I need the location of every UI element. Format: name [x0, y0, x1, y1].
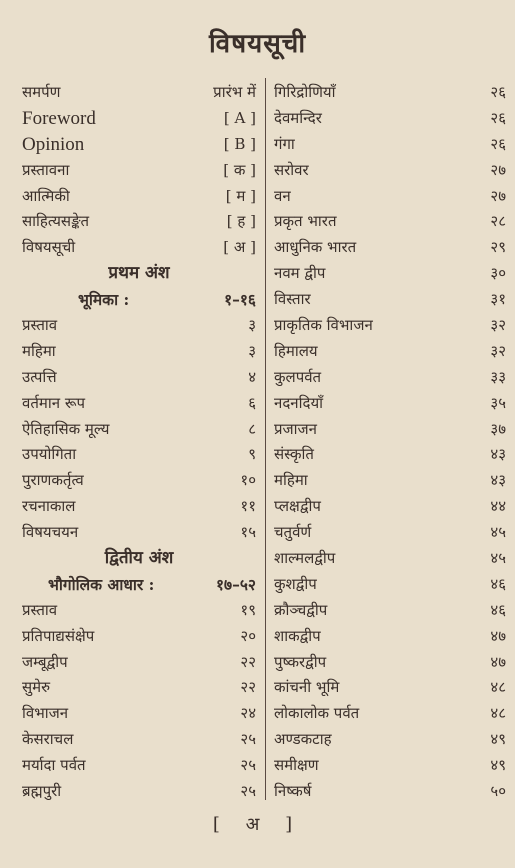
entry-page-number: ४४: [490, 497, 506, 516]
entry-label: चतुर्वर्ण: [274, 523, 312, 542]
toc-entry: [22, 701, 256, 727]
entry-label: विभाजन: [22, 704, 69, 723]
toc-entry: [274, 365, 506, 391]
entry-label: संस्कृति: [274, 445, 314, 464]
entry-label: विषयचयन: [22, 523, 79, 542]
entry-label: क्रौञ्चद्वीप: [274, 600, 328, 619]
toc-entry: [274, 313, 506, 339]
entry-label: प्रकृत भारत: [274, 212, 337, 231]
entry-page-number: २७: [490, 186, 506, 205]
toc-entry: [22, 417, 256, 443]
entry-page-number: ४६: [490, 574, 506, 593]
entry-page-number: ५०: [490, 782, 506, 801]
entry-page-number: १७–५२: [216, 574, 256, 594]
entry-page-number: २७: [490, 160, 506, 179]
entry-label: ब्रह्मपुरी: [22, 782, 62, 801]
entry-page-number: ३७: [490, 419, 506, 438]
entry-page-number: ४७: [490, 626, 506, 645]
entry-page-number: ४९: [490, 730, 506, 749]
entry-label: शाल्मलद्वीप: [274, 549, 336, 568]
entry-label: हिमालय: [274, 341, 318, 360]
entry-page-number: ४३: [490, 445, 506, 464]
toc-entry: [274, 158, 506, 184]
entry-page-number: ४८: [490, 678, 506, 697]
toc-entry: [274, 572, 506, 598]
toc-entry: [274, 520, 506, 546]
entry-label: पुष्करद्वीप: [274, 652, 327, 671]
entry-page-number: [ क ]: [223, 160, 256, 179]
entry-label: आत्मिकी: [22, 186, 70, 205]
toc-entry: [22, 779, 256, 805]
toc-entry: [22, 494, 256, 520]
toc-entry: [22, 287, 256, 313]
toc-entry: [22, 158, 256, 184]
toc-entry: [274, 417, 506, 443]
entry-label: कांचनी भूमि: [274, 678, 340, 697]
entry-page-number: ६: [248, 393, 256, 412]
entry-label: सुमेरु: [22, 678, 51, 697]
entry-label: महिमा: [274, 471, 308, 490]
entry-page-number: ३१: [490, 290, 506, 309]
toc-entry: [274, 391, 506, 417]
entry-label: सरोवर: [274, 160, 309, 179]
toc-entry: [274, 235, 506, 261]
toc-entry: [274, 287, 506, 313]
entry-label: साहित्यसङ्केत: [22, 212, 90, 231]
toc-entry: [22, 313, 256, 339]
entry-page-number: २२: [240, 678, 256, 697]
entry-page-number: ४३: [490, 471, 506, 490]
entry-label: आधुनिक भारत: [274, 238, 357, 257]
toc-entry: [274, 106, 506, 132]
entry-label: प्रस्ताव: [22, 316, 58, 335]
toc-entry: [274, 753, 506, 779]
entry-page-number: २५: [240, 782, 256, 801]
entry-label: नदनदियाँ: [274, 393, 324, 412]
entry-page-number: [ ह ]: [226, 212, 256, 231]
toc-entry: [22, 391, 256, 417]
toc-entry: [274, 494, 506, 520]
entry-label: कुशद्वीप: [274, 574, 317, 593]
entry-page-number: ३३: [490, 367, 506, 386]
toc-entry: [22, 184, 256, 210]
entry-label: देवमन्दिर: [274, 108, 322, 127]
toc-entry: [274, 209, 506, 235]
entry-page-number: २५: [240, 756, 256, 775]
entry-page-number: [ म ]: [225, 186, 256, 205]
toc-entry: [22, 598, 256, 624]
entry-label: प्रतिपाद्यसंक्षेप: [22, 626, 95, 645]
entry-label: गंगा: [274, 134, 295, 153]
entry-page-number: ४९: [490, 756, 506, 775]
section-heading: [22, 261, 256, 287]
entry-label: कुलपर्वत: [274, 367, 322, 386]
entry-label: उपयोगिता: [22, 445, 77, 464]
entry-page-number: ३२: [490, 341, 506, 360]
toc-entry: [274, 468, 506, 494]
toc-entry: [22, 572, 256, 598]
toc-right-column: [274, 80, 506, 805]
entry-page-number: ८: [248, 419, 256, 438]
toc-entry: [274, 727, 506, 753]
entry-label: भूमिका :: [78, 290, 130, 310]
toc-entry: [22, 80, 256, 106]
entry-page-number: ३०: [490, 264, 506, 283]
toc-entry: [22, 727, 256, 753]
entry-page-number: [ अ ]: [223, 238, 256, 257]
entry-label: Opinion: [22, 133, 85, 155]
entry-page-number: ४६: [490, 600, 506, 619]
entry-page-number: १०: [240, 471, 256, 490]
entry-page-number: ४: [248, 367, 256, 386]
entry-label: अण्डकटाह: [274, 730, 332, 749]
entry-page-number: २६: [490, 134, 506, 153]
column-divider: [265, 78, 266, 800]
entry-page-number: प्रारंभ में: [213, 83, 256, 101]
entry-label: समीक्षण: [274, 756, 319, 775]
toc-entry: [22, 468, 256, 494]
toc-entry: [22, 132, 256, 158]
entry-label: प्रजाजन: [274, 419, 318, 438]
entry-label: प्लक्षद्वीप: [274, 497, 321, 516]
entry-page-number: २८: [490, 212, 506, 231]
entry-label: समर्पण: [22, 83, 61, 101]
entry-label: लोकालोक पर्वत: [274, 704, 360, 723]
toc-entry: [274, 132, 506, 158]
entry-label: प्रस्ताव: [22, 600, 58, 619]
toc-entry: [274, 779, 506, 805]
entry-page-number: २६: [490, 83, 506, 101]
entry-label: भौगोलिक आधार :: [48, 574, 155, 594]
entry-page-number: २९: [490, 238, 506, 257]
toc-entry: [274, 261, 506, 287]
toc-entry: [22, 235, 256, 261]
entry-label: पुराणकर्तृत्व: [22, 471, 84, 490]
entry-page-number: २६: [490, 108, 506, 127]
entry-label: शाकद्वीप: [274, 626, 321, 645]
toc-entry: [22, 106, 256, 132]
toc-entry: [22, 520, 256, 546]
entry-label: जम्बूद्वीप: [22, 652, 68, 671]
entry-page-number: २५: [240, 730, 256, 749]
entry-page-number: [ B ]: [223, 134, 256, 153]
toc-entry: [274, 339, 506, 365]
entry-page-number: २२: [240, 652, 256, 671]
toc-entry: [274, 675, 506, 701]
entry-label: प्रथम अंश: [108, 263, 170, 284]
entry-page-number: ३५: [490, 393, 506, 412]
entry-page-number: ४५: [490, 549, 506, 568]
entry-page-number: ३: [248, 316, 256, 335]
toc-entry: [274, 598, 506, 624]
toc-entry: [274, 184, 506, 210]
toc-entry: [274, 80, 506, 106]
entry-label: प्रस्तावना: [22, 160, 70, 179]
entry-label: मर्यादा पर्वत: [22, 756, 86, 775]
entry-label: वन: [274, 186, 291, 205]
entry-page-number: २०: [240, 626, 256, 645]
entry-page-number: [ A ]: [223, 108, 256, 127]
entry-page-number: १–१६: [224, 290, 256, 310]
entry-label: उत्पत्ति: [22, 367, 57, 386]
toc-entry: [274, 546, 506, 572]
toc-entry: [22, 753, 256, 779]
entry-label: विषयसूची: [22, 238, 76, 257]
entry-label: विस्तार: [274, 290, 311, 309]
entry-page-number: ४७: [490, 652, 506, 671]
entry-label: ऐतिहासिक मूल्य: [22, 419, 110, 438]
toc-entry: [22, 339, 256, 365]
entry-page-number: ११: [240, 497, 256, 516]
toc-entry: [274, 624, 506, 650]
toc-left-column: [22, 80, 256, 805]
entry-page-number: १९: [240, 600, 256, 619]
toc-entry: [22, 624, 256, 650]
entry-label: द्वितीय अंश: [104, 548, 174, 569]
entry-label: केसराचल: [22, 730, 74, 749]
toc-entry: [22, 365, 256, 391]
toc-entry: [274, 701, 506, 727]
entry-page-number: २४: [240, 704, 256, 723]
entry-label: नवम द्वीप: [274, 264, 326, 283]
page-title: विषयसूची: [208, 29, 307, 59]
toc-entry: [22, 209, 256, 235]
entry-label: गिरिद्रोणियाँ: [274, 83, 336, 101]
toc-entry: [274, 650, 506, 676]
entry-label: महिमा: [22, 341, 56, 360]
entry-page-number: ३: [248, 341, 256, 360]
toc-entry: [274, 442, 506, 468]
toc-entry: [22, 442, 256, 468]
entry-label: वर्तमान रूप: [22, 393, 86, 412]
section-heading: [22, 546, 256, 572]
entry-label: निष्कर्ष: [274, 782, 312, 801]
entry-page-number: ४५: [490, 523, 506, 542]
entry-label: रचनाकाल: [22, 497, 76, 516]
entry-label: प्राकृतिक विभाजन: [274, 316, 373, 335]
toc-entry: [22, 675, 256, 701]
entry-page-number: ३२: [490, 316, 506, 335]
entry-page-number: ४८: [490, 704, 506, 723]
page-number-footer: [ अ ]: [212, 814, 303, 835]
entry-page-number: १५: [240, 523, 256, 542]
toc-entry: [22, 650, 256, 676]
entry-label: Foreword: [22, 107, 96, 129]
entry-page-number: ९: [248, 445, 256, 464]
